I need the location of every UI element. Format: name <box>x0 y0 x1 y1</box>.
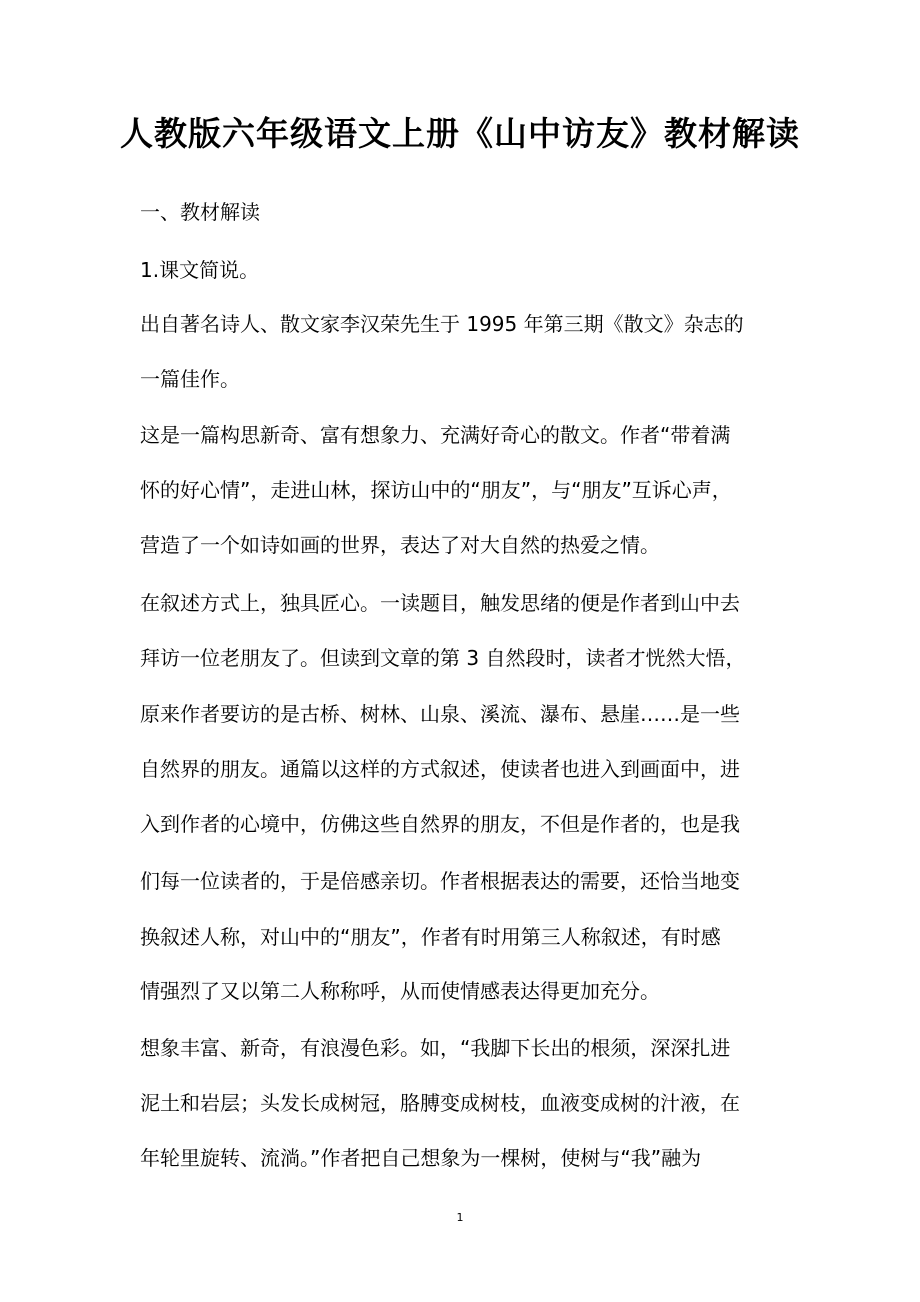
section-heading: 一、教材解读 <box>140 200 260 224</box>
paragraph-line: 拜访一位老朋友了。但读到文章的第 3 自然段时，读者才恍然大悟， <box>140 646 746 670</box>
paragraph-line: 情强烈了又以第二人称称呼，从而使情感表达得更加充分。 <box>140 979 660 1003</box>
paragraph-line: 想象丰富、新奇，有浪漫色彩。如，“我脚下长出的根须，深深扎进 <box>140 1036 731 1060</box>
page-number: 1 <box>456 1211 464 1224</box>
paragraph-line: 们每一位读者的，于是倍感亲切。作者根据表达的需要，还恰当地变 <box>140 869 740 893</box>
paragraph-line: 这是一篇构思新奇、富有想象力、充满好奇心的散文。作者“带着满 <box>140 423 731 447</box>
paragraph-line: 出自著名诗人、散文家李汉荣先生于 1995 年第三期《散文》杂志的 <box>140 312 744 336</box>
subsection-heading: 1.课文简说。 <box>140 258 260 282</box>
paragraph-line: 年轮里旋转、流淌。”作者把自己想象为一棵树，使树与“我”融为 <box>140 1146 702 1170</box>
paragraph-line: 一篇佳作。 <box>140 367 240 391</box>
paragraph-line: 自然界的朋友。通篇以这样的方式叙述，使读者也进入到画面中，进 <box>140 757 740 781</box>
paragraph-line: 怀的好心情”，走进山林，探访山中的“朋友”，与“朋友”互诉心声， <box>140 478 732 502</box>
paragraph-line: 在叙述方式上，独具匠心。一读题目，触发思绪的便是作者到山中去 <box>140 591 740 615</box>
document-title: 人教版六年级语文上册《山中访友》教材解读 <box>120 114 800 153</box>
paragraph-line: 泥土和岩层；头发长成树冠，胳膊变成树枝，血液变成树的汁液，在 <box>140 1091 740 1115</box>
paragraph-line: 入到作者的心境中，仿佛这些自然界的朋友，不但是作者的，也是我 <box>140 812 740 836</box>
paragraph-line: 原来作者要访的是古桥、树林、山泉、溪流、瀑布、悬崖……是一些 <box>140 702 740 726</box>
paragraph-line: 换叙述人称，对山中的“朋友”，作者有时用第三人称叙述，有时感 <box>140 925 721 949</box>
paragraph-line: 营造了一个如诗如画的世界，表达了对大自然的热爱之情。 <box>140 533 660 557</box>
